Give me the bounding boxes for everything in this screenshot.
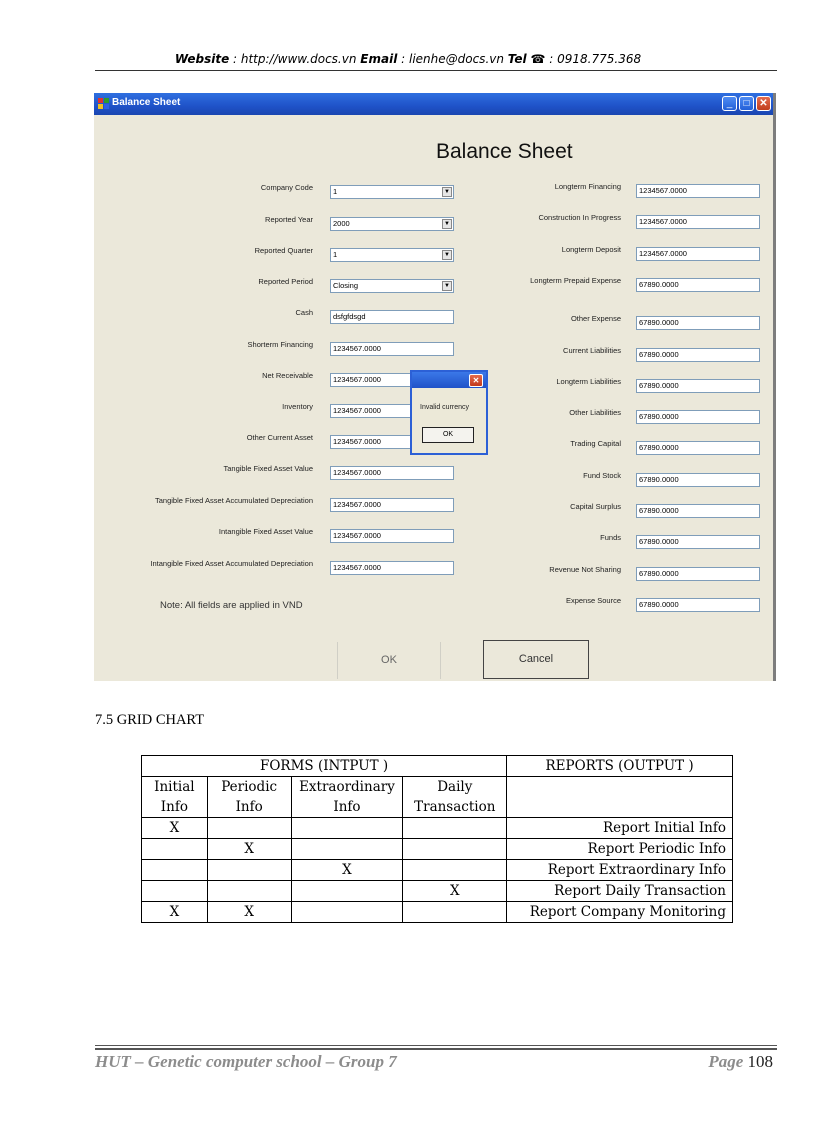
field-label: Other Expense (570, 314, 621, 323)
form-title: Balance Sheet (436, 140, 573, 163)
mark-cell: X (142, 902, 208, 923)
text-field[interactable] (330, 342, 454, 356)
field-value: 1234567.0000 (333, 531, 381, 540)
text-field[interactable] (330, 310, 454, 324)
grid-chart-table (141, 755, 733, 923)
mark-cell: X (142, 818, 208, 839)
field-label: Intangible Fixed Asset Accumulated Depreciation (150, 559, 313, 568)
grid-header-row (142, 756, 733, 777)
field-value: 1234567.0000 (333, 468, 381, 477)
window-title: Balance Sheet (112, 97, 181, 108)
dropdown-field[interactable] (330, 279, 454, 293)
field-value: dsfgfdsgd (333, 312, 366, 321)
subheader-empty-cell (507, 777, 733, 818)
footer-divider-thick (95, 1048, 777, 1050)
chevron-down-icon[interactable]: ▼ (442, 219, 452, 229)
field-label: Construction In Progress (538, 213, 621, 222)
field-value: 67890.0000 (639, 280, 679, 289)
text-field[interactable] (636, 504, 760, 518)
tel-label: Tel (507, 52, 527, 66)
text-field[interactable] (636, 348, 760, 362)
tel-value: : 0918.775.368 (545, 52, 642, 66)
page-label: Page (708, 1052, 744, 1071)
website-value: : http://www.docs.vn (229, 52, 361, 66)
field-label: Longterm Prepaid Expense (530, 276, 621, 285)
field-label: Inventory (282, 402, 313, 411)
dialog-message: Invalid currency (420, 404, 470, 411)
mark-cell (207, 881, 291, 902)
subheader-cell: Daily Transaction (403, 777, 507, 818)
text-field[interactable] (636, 184, 760, 198)
mark-cell (142, 860, 208, 881)
footer-page (708, 1052, 773, 1072)
mark-cell (403, 860, 507, 881)
field-label: Reported Period (258, 277, 313, 286)
text-field[interactable] (330, 561, 454, 575)
field-value: 67890.0000 (639, 600, 679, 609)
field-label: Tangible Fixed Asset Value (223, 464, 313, 473)
minimize-icon[interactable]: _ (722, 96, 737, 111)
mark-cell (142, 839, 208, 860)
forms-header: FORMS (INTPUT ) (142, 756, 507, 777)
field-label: Fund Stock (583, 471, 621, 480)
cancel-button[interactable]: Cancel (483, 640, 589, 679)
mark-cell (291, 902, 403, 923)
field-value: 67890.0000 (639, 381, 679, 390)
mark-cell (403, 818, 507, 839)
field-label: Trading Capital (570, 439, 621, 448)
field-value: 67890.0000 (639, 412, 679, 421)
website-label: Website (174, 52, 230, 66)
field-label: Intangible Fixed Asset Value (218, 527, 313, 536)
mark-cell (207, 860, 291, 881)
header-divider (95, 70, 777, 71)
balance-sheet-window (94, 93, 776, 681)
mark-cell (207, 818, 291, 839)
email-value: : lienhe@docs.vn (397, 52, 508, 66)
field-label: Longterm Liabilities (556, 377, 621, 386)
table-row (142, 902, 733, 923)
grid-subheader-row (142, 777, 733, 818)
field-value: 1234567.0000 (333, 500, 381, 509)
table-row (142, 860, 733, 881)
text-field[interactable] (636, 247, 760, 261)
section-title: 7.5 GRID CHART (95, 712, 205, 728)
mark-cell: X (291, 860, 403, 881)
field-label: Company Code (260, 183, 313, 192)
ok-button[interactable]: OK (337, 642, 441, 679)
text-field[interactable] (636, 215, 760, 229)
field-label: Other Liabilities (569, 408, 621, 417)
subheader-cell: Periodic Info (207, 777, 291, 818)
footer-school: HUT – Genetic computer school – Group 7 (95, 1052, 397, 1071)
field-value: 1234567.0000 (639, 186, 687, 195)
window-titlebar (94, 93, 776, 115)
mark-cell: X (207, 902, 291, 923)
dialog-ok-button[interactable]: OK (422, 427, 474, 443)
mark-cell (291, 881, 403, 902)
field-value: 1234567.0000 (333, 375, 381, 384)
field-value: 1234567.0000 (333, 406, 381, 415)
field-label: Longterm Deposit (561, 245, 621, 254)
field-label: Tangible Fixed Asset Accumulated Depreciation (154, 496, 313, 505)
field-label: Other Current Asset (246, 433, 313, 442)
field-value: 1 (333, 250, 338, 259)
text-field[interactable] (636, 278, 760, 292)
text-field[interactable] (330, 466, 454, 480)
report-cell: Report Periodic Info (507, 839, 733, 860)
subheader-cell: Initial Info (142, 777, 208, 818)
field-label: Expense Source (565, 596, 621, 605)
mark-cell (403, 902, 507, 923)
report-cell: Report Daily Transaction (507, 881, 733, 902)
field-value: 67890.0000 (639, 443, 679, 452)
footer-divider (95, 1045, 777, 1046)
app-icon (98, 98, 109, 109)
field-value: 1234567.0000 (639, 217, 687, 226)
mark-cell (403, 839, 507, 860)
dialog-close-icon[interactable]: ✕ (469, 374, 483, 387)
text-field[interactable] (636, 316, 760, 330)
table-row (142, 839, 733, 860)
field-value: 1 (333, 187, 338, 196)
table-row (142, 818, 733, 839)
phone-icon: ☎ (530, 52, 546, 66)
field-value: 1234567.0000 (333, 563, 381, 572)
dropdown-field[interactable] (330, 185, 454, 199)
field-value: 67890.0000 (639, 318, 679, 327)
chevron-down-icon[interactable]: ▼ (442, 187, 452, 197)
field-label: Capital Surplus (570, 502, 621, 511)
field-value: Closing (333, 281, 359, 290)
chevron-down-icon[interactable]: ▼ (442, 281, 452, 291)
text-field[interactable] (636, 535, 760, 549)
text-field[interactable] (330, 529, 454, 543)
mark-cell (291, 818, 403, 839)
text-field[interactable] (636, 410, 760, 424)
field-value: 67890.0000 (639, 569, 679, 578)
field-label: Current Liabilities (563, 346, 621, 355)
page-header (0, 52, 816, 66)
field-label: Longterm Financing (554, 182, 621, 191)
field-value: 67890.0000 (639, 475, 679, 484)
text-field[interactable] (636, 598, 760, 612)
report-cell: Report Company Monitoring (507, 902, 733, 923)
text-field[interactable] (636, 473, 760, 487)
text-field[interactable] (330, 498, 454, 512)
text-field[interactable] (636, 441, 760, 455)
maximize-icon[interactable]: □ (739, 96, 754, 111)
dropdown-field[interactable] (330, 217, 454, 231)
currency-note: Note: All fields are applied in VND (160, 600, 303, 611)
field-label: Shorterm Financing (247, 340, 313, 349)
mark-cell: X (207, 839, 291, 860)
mark-cell (291, 839, 403, 860)
field-value: 67890.0000 (639, 350, 679, 359)
page-number: 108 (747, 1052, 773, 1071)
field-label: Funds (600, 533, 621, 542)
report-cell: Report Initial Info (507, 818, 733, 839)
table-row (142, 881, 733, 902)
text-field[interactable] (636, 567, 760, 581)
field-value: 67890.0000 (639, 506, 679, 515)
error-dialog (410, 370, 488, 455)
field-label: Revenue Not Sharing (549, 565, 621, 574)
reports-header: REPORTS (OUTPUT ) (507, 756, 733, 777)
dialog-titlebar (412, 372, 486, 388)
mark-cell: X (403, 881, 507, 902)
close-icon[interactable]: ✕ (756, 96, 771, 111)
field-value: 67890.0000 (639, 537, 679, 546)
dropdown-field[interactable] (330, 248, 454, 262)
subheader-cell: Extraordinary Info (291, 777, 403, 818)
field-label: Cash (295, 308, 313, 317)
field-value: 1234567.0000 (333, 344, 381, 353)
report-cell: Report Extraordinary Info (507, 860, 733, 881)
field-label: Reported Year (265, 215, 313, 224)
email-label: Email (360, 52, 398, 66)
field-value: 1234567.0000 (639, 249, 687, 258)
chevron-down-icon[interactable]: ▼ (442, 250, 452, 260)
field-value: 2000 (333, 219, 350, 228)
field-label: Reported Quarter (254, 246, 313, 255)
text-field[interactable] (636, 379, 760, 393)
mark-cell (142, 881, 208, 902)
field-value: 1234567.0000 (333, 437, 381, 446)
field-label: Net Receivable (262, 371, 313, 380)
